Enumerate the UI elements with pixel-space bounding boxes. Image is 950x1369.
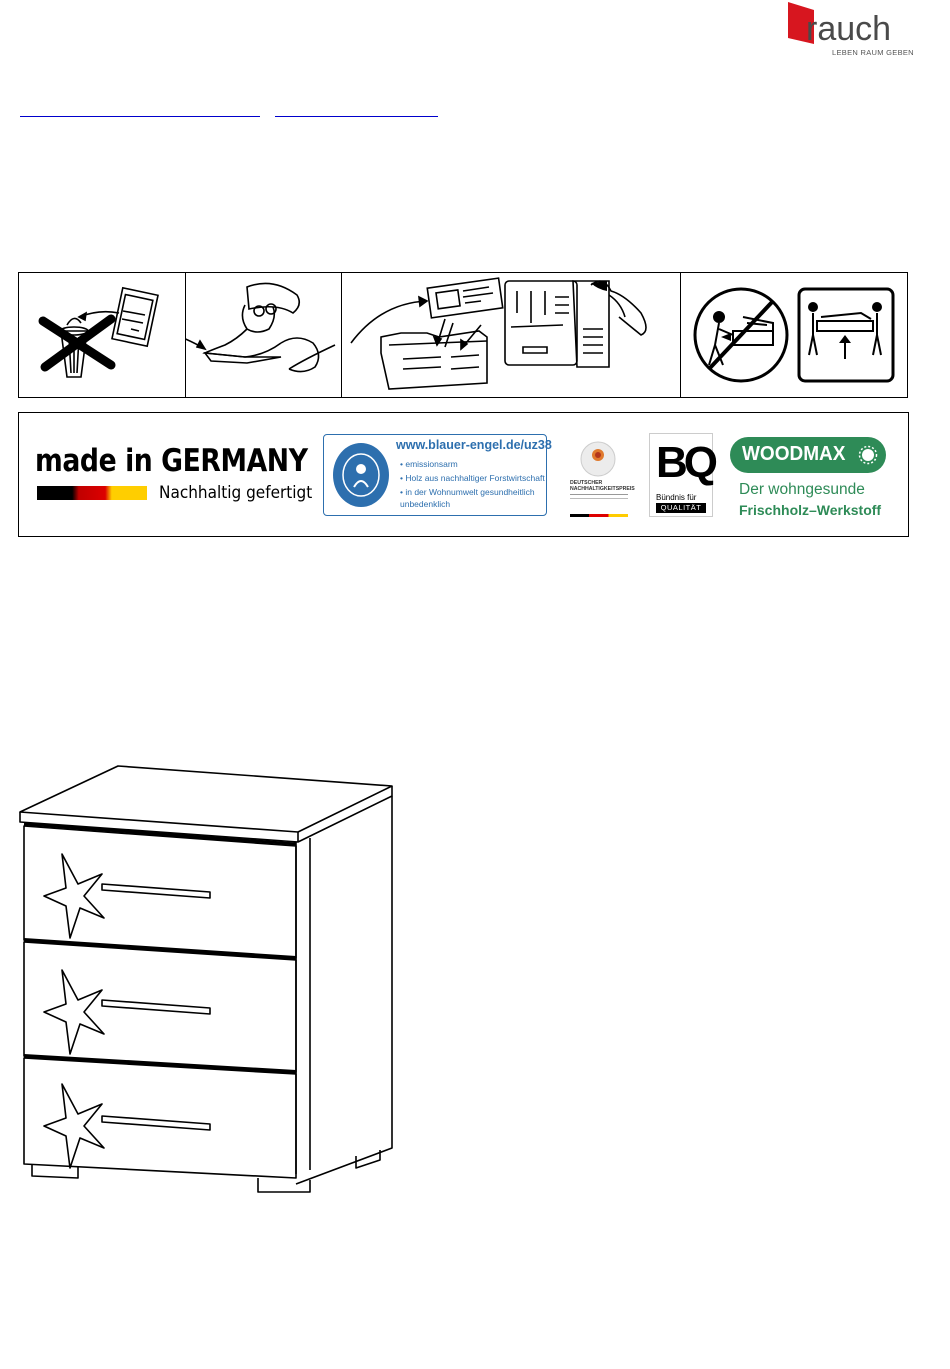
flag-color-bar <box>37 486 147 500</box>
woodmax-star-icon <box>858 445 878 465</box>
keep-documents-icon <box>341 273 680 397</box>
no-trash-icon <box>19 273 185 397</box>
instruction-strip <box>18 272 908 398</box>
brand-logo <box>786 2 914 60</box>
bq-subtitle-2: QUALITÄT <box>656 503 706 513</box>
link-2[interactable] <box>275 100 438 117</box>
nightstand-illustration <box>14 760 400 1200</box>
nachhaltigkeit-line2: NACHHALTIGKEITSPREIS <box>570 486 635 492</box>
logo-tagline: LEBEN RAUM GEBEN <box>832 48 914 57</box>
read-instructions-icon <box>185 273 341 397</box>
blauer-engel-item: • emissionsarm <box>400 459 458 469</box>
blauer-engel-item: • Holz aus nachhaltiger Forstwirtschaft <box>400 473 545 483</box>
blauer-engel-item: unbedenklich <box>400 499 451 509</box>
link-1[interactable] <box>20 100 260 117</box>
sustainability-award-icon <box>578 440 618 478</box>
divider <box>570 498 628 499</box>
made-in-germany-title: made in GERMANY <box>35 443 308 479</box>
bq-quality-label <box>649 433 713 517</box>
blauer-engel-url: www.blauer-engel.de/uz38 <box>396 438 552 452</box>
logo-wordmark: rauch <box>806 10 892 48</box>
certificates-strip <box>18 412 909 537</box>
lift-not-drag-icon <box>681 273 907 397</box>
divider <box>570 494 628 495</box>
woodmax-line2: Frischholz–Werkstoff <box>739 502 882 518</box>
nachhaltigkeit-line1: DEUTSCHER <box>570 480 603 486</box>
blauer-engel-seal-icon <box>332 441 390 509</box>
blauer-engel-item: • in der Wohnumwelt gesundheitlich <box>400 487 535 497</box>
bq-letters: BQ <box>656 438 714 487</box>
flag-color-bar <box>570 514 628 517</box>
nachhaltigkeitspreis-label <box>564 434 634 518</box>
blauer-engel-label <box>323 434 552 516</box>
made-in-germany-subtitle: Nachhaltig gefertigt <box>159 483 313 503</box>
woodmax-wordmark: WOODMAX <box>742 443 846 465</box>
woodmax-line1: Der wohngesunde <box>739 481 865 498</box>
woodmax-logo <box>730 437 886 473</box>
bq-subtitle-1: Bündnis für <box>656 493 697 502</box>
